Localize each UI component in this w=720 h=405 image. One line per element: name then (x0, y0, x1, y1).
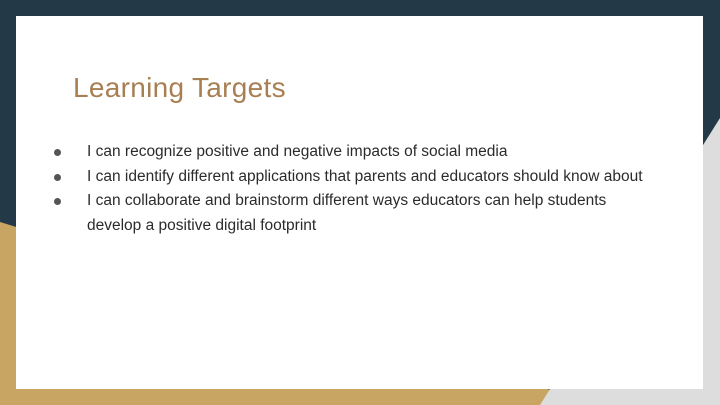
bullet-dot-icon (54, 198, 61, 205)
bullet-dot-icon (54, 174, 61, 181)
bullet-text: I can collaborate and brainstorm different ways educators can help students develop a positive digital footprint (87, 192, 607, 234)
bullet-text: I can identify different applications that parents and educators should know about (87, 167, 643, 185)
slide-card (16, 16, 703, 389)
bullet-dot-icon (54, 149, 61, 156)
bullet-text: I can recognize positive and negative impacts of social media (87, 143, 508, 160)
bullet-list (54, 140, 664, 238)
slide-title: Learning Targets (73, 72, 286, 103)
bullet-item (54, 189, 664, 238)
bullet-item (54, 140, 664, 165)
bullet-item (54, 165, 664, 190)
